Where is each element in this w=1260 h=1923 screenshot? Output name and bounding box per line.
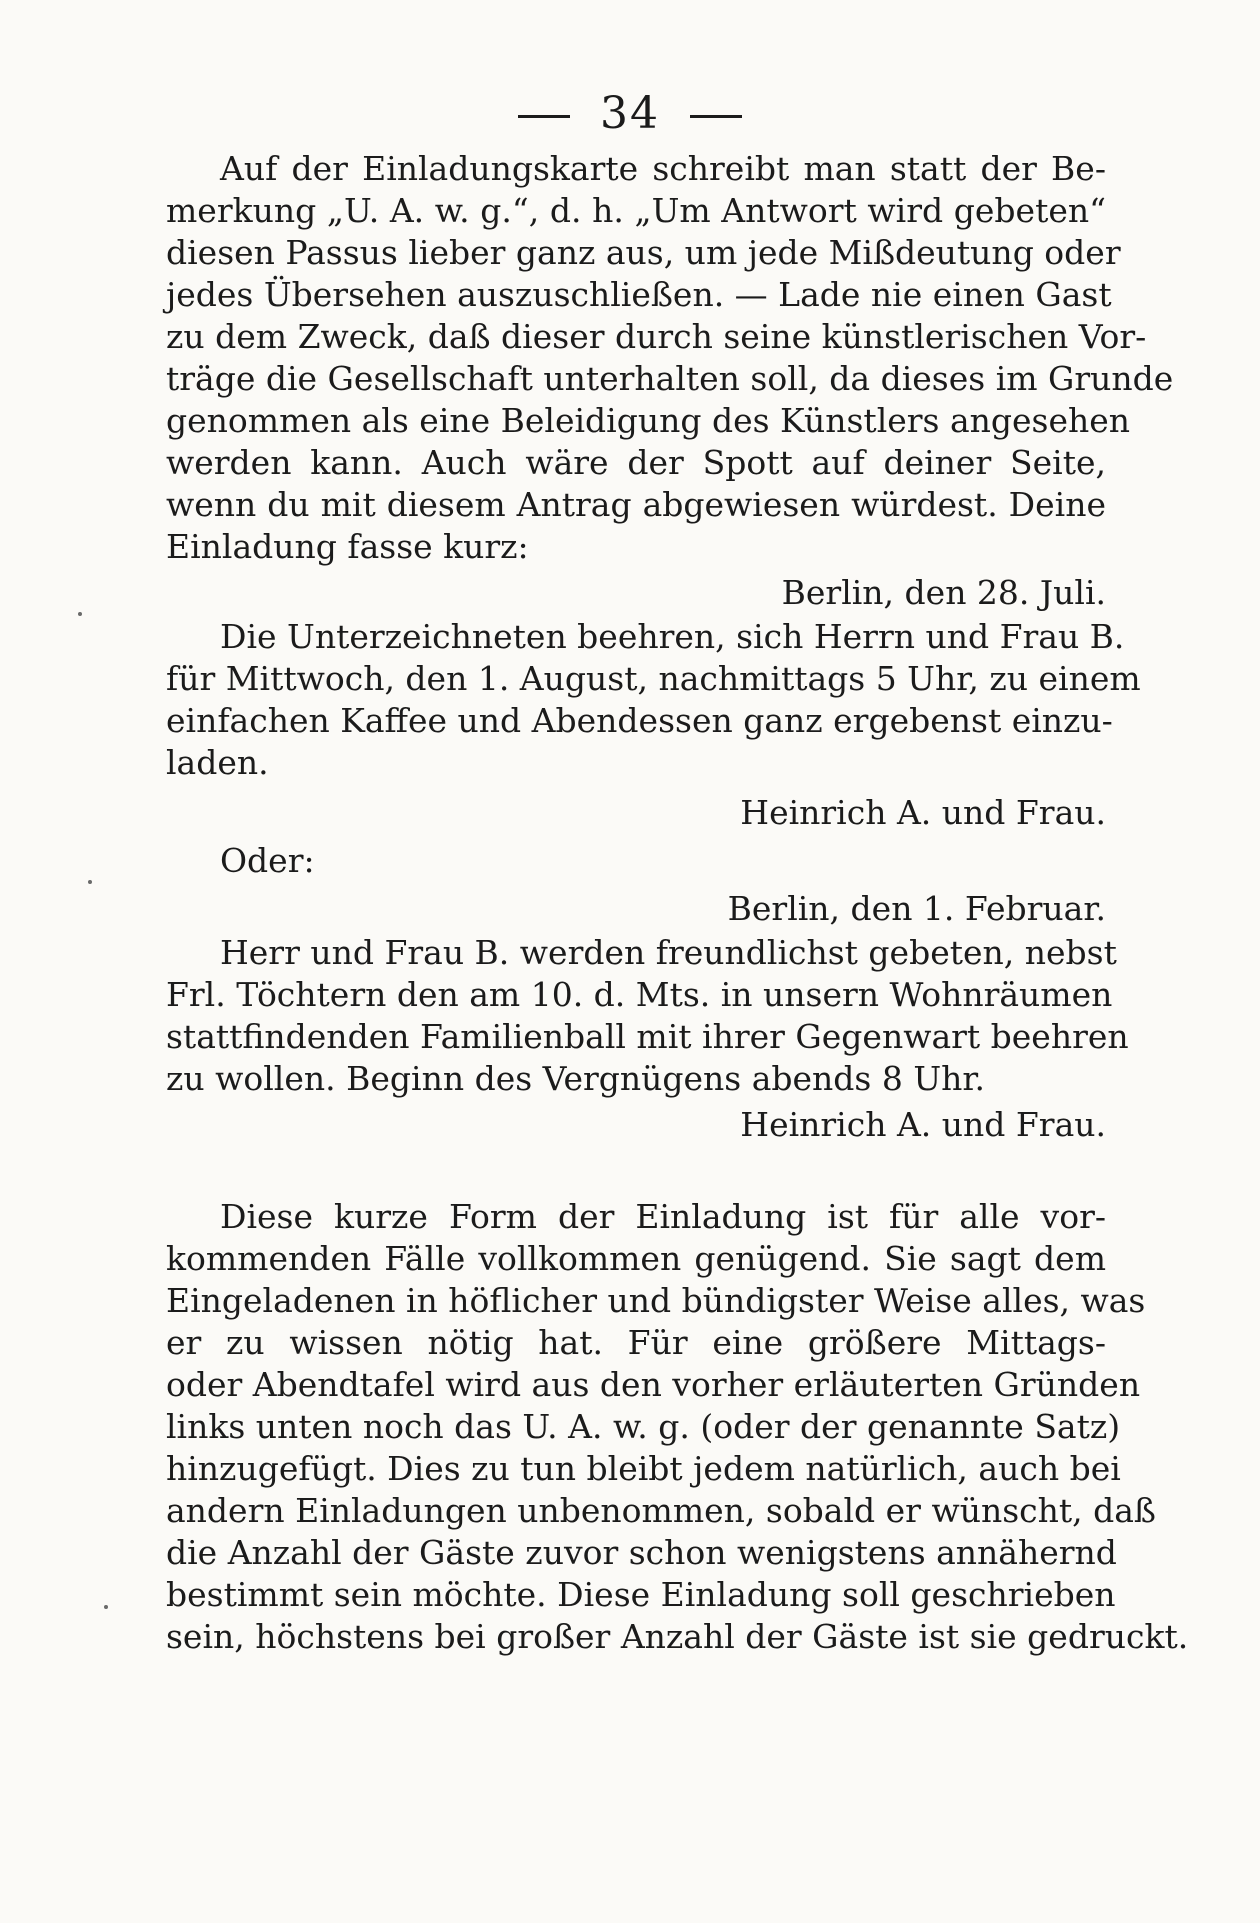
paragraph1-line: jedes Übersehen auszuschließen. — Lade nie einen Gast — [166, 275, 1112, 314]
paragraph2-line: er zu wissen nötig hat. Für eine größere Mittags- — [166, 1323, 1106, 1362]
paragraph2-line: bestimmt sein möchte. Diese Einladung soll geschrieben — [166, 1575, 1116, 1614]
paragraph1-line: wenn du mit diesem Antrag abgewiesen würdest. Deine — [166, 485, 1106, 524]
margin-speck — [78, 612, 82, 616]
invitation2-place-date: Berlin, den 1. Februar. — [727, 889, 1106, 928]
invitation1-line: einfachen Kaffee und Abendessen ganz ergebenst einzu- — [166, 701, 1113, 740]
invitation2-line: zu wollen. Beginn des Vergnügens abends 8 Uhr. — [166, 1059, 986, 1098]
invitation2-signature: Heinrich A. und Frau. — [740, 1105, 1106, 1144]
page-number: 34 — [600, 88, 660, 139]
paragraph1-line: werden kann. Auch wäre der Spott auf deiner Seite, — [166, 443, 1106, 482]
paragraph2-line: die Anzahl der Gäste zuvor schon wenigstens annähernd — [166, 1533, 1117, 1572]
invitation1-line: für Mittwoch, den 1. August, nachmittags 5 Uhr, zu einem — [166, 659, 1141, 698]
invitation1-place-date: Berlin, den 28. Juli. — [781, 573, 1106, 612]
paragraph1-line: genommen als eine Beleidigung des Künstlers angesehen — [166, 401, 1131, 440]
paragraph2-line: sein, höchstens bei großer Anzahl der Gäste ist sie gedruckt. — [166, 1617, 1189, 1656]
paragraph2-line: hinzugefügt. Dies zu tun bleibt jedem natürlich, auch bei — [166, 1449, 1121, 1488]
invitation1-line: Die Unterzeichneten beehren, sich Herrn und Frau B. — [220, 617, 1125, 656]
paragraph2-line: kommenden Fälle vollkommen genügend. Sie sagt dem — [166, 1239, 1106, 1278]
paragraph1-line: merkung „U. A. w. g.“, d. h. „Um Antwort wird gebeten“ — [166, 191, 1106, 230]
paragraph2-line: andern Einladungen unbenommen, sobald er wünscht, daß — [166, 1491, 1156, 1530]
header-dash-left — [518, 115, 570, 118]
invitation1-line: laden. — [166, 743, 269, 782]
paragraph2-line: Diese kurze Form der Einladung ist für alle vor- — [220, 1197, 1106, 1236]
invitation1-signature: Heinrich A. und Frau. — [740, 793, 1106, 832]
paragraph2-line: oder Abendtafel wird aus den vorher erläuterten Gründen — [166, 1365, 1141, 1404]
paragraph1-line: diesen Passus lieber ganz aus, um jede Mißdeutung oder — [166, 233, 1121, 272]
invitation2-line: stattfindenden Familienball mit ihrer Gegenwart beehren — [166, 1017, 1129, 1056]
paragraph1-line: Einladung fasse kurz: — [166, 527, 529, 566]
paragraph2-line: Eingeladenen in höflicher und bündigster Weise alles, was — [166, 1281, 1146, 1320]
page-header — [0, 88, 1260, 139]
paragraph1-line: Auf der Einladungskarte schreibt man statt der Be- — [220, 149, 1106, 188]
margin-speck — [88, 880, 92, 884]
invitation2-line: Herr und Frau B. werden freundlichst gebeten, nebst — [220, 933, 1117, 972]
invitation2-line: Frl. Töchtern den am 10. d. Mts. in unsern Wohnräumen — [166, 975, 1113, 1014]
oder-label: Oder: — [220, 841, 315, 880]
paragraph1-line: träge die Gesellschaft unterhalten soll, da dieses im Grunde — [166, 359, 1174, 398]
paragraph1-line: zu dem Zweck, daß dieser durch seine künstlerischen Vor- — [166, 317, 1147, 356]
header-dash-right — [690, 115, 742, 118]
paragraph2-line: links unten noch das U. A. w. g. (oder der genannte Satz) — [166, 1407, 1121, 1446]
margin-speck — [104, 1605, 108, 1609]
